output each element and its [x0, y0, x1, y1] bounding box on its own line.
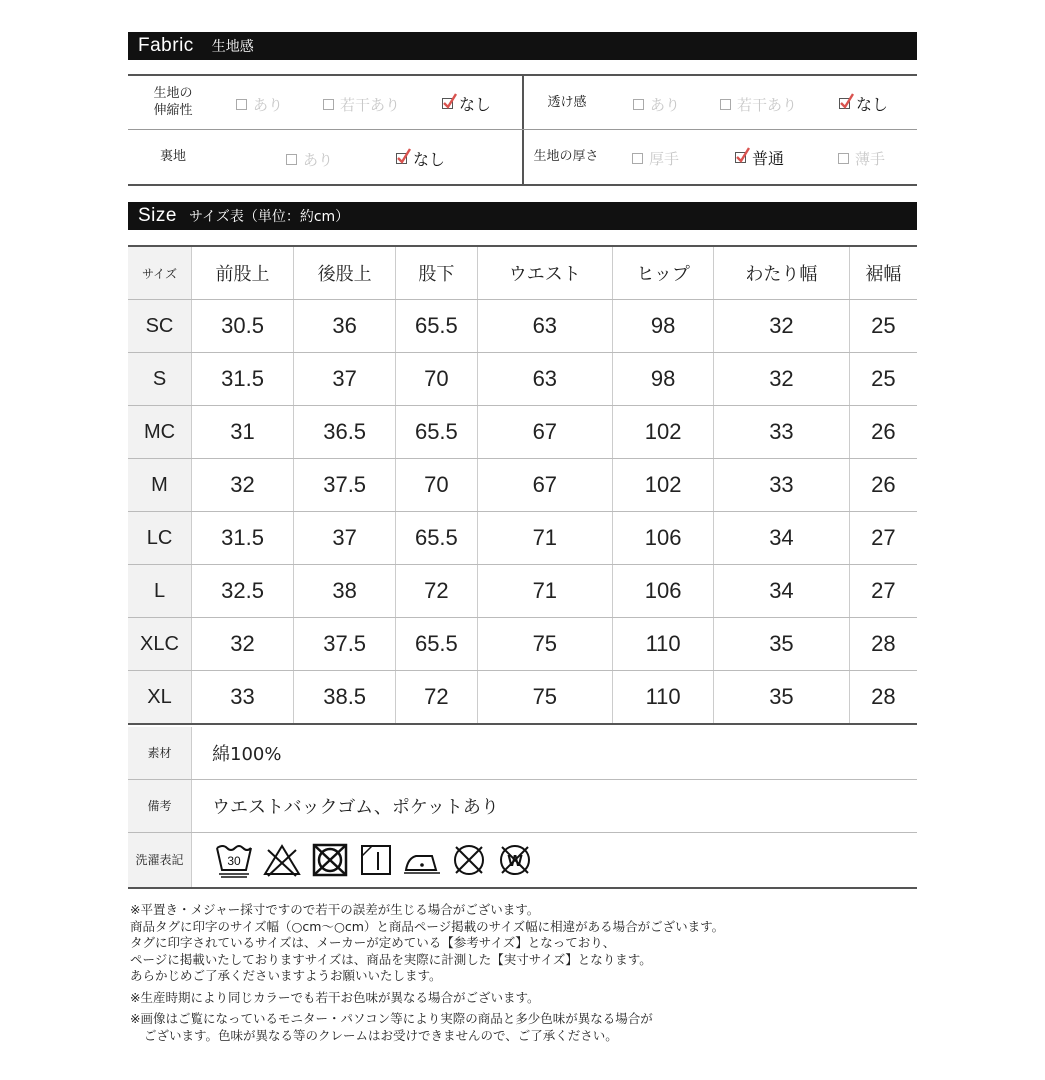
table-row [128, 512, 917, 565]
note-line: あらかじめご了承くださいますようお願いいたします。 [130, 968, 442, 983]
size-cell: XL [128, 671, 192, 725]
table-cell: 63 [477, 353, 613, 406]
checkbox-checked-icon [839, 98, 850, 109]
size-table [128, 245, 917, 725]
table-cell: 28 [849, 671, 917, 725]
thickness-option-thick[interactable]: 厚手 [632, 148, 679, 169]
fabric-title-jp: 生地感 [211, 39, 254, 55]
care-symbols [214, 842, 534, 878]
header-hem: 裾幅 [849, 246, 917, 300]
table-cell: 106 [613, 512, 714, 565]
care-label: 洗濯 表記 [128, 833, 192, 887]
remarks-row [128, 780, 917, 833]
no-wet-clean-icon [496, 842, 534, 878]
table-row [128, 300, 917, 353]
fabric-label-stretch: 生地の 伸縮性 [153, 86, 193, 118]
note-line: 商品タグに印字のサイズ幅（○cm〜○cm）と商品ページ掲載のサイズ幅に相違がある場合がございます。 [130, 918, 725, 934]
header-size: サイズ [128, 246, 192, 300]
fabric-section-header [128, 32, 917, 60]
size-section-header [128, 202, 917, 230]
table-cell: 25 [849, 300, 917, 353]
table-cell: 72 [396, 671, 477, 725]
header-thigh: わたり幅 [714, 246, 850, 300]
table-cell: 71 [477, 565, 613, 618]
table-cell: 67 [477, 406, 613, 459]
table-cell: 72 [396, 565, 477, 618]
wash-30-icon [214, 842, 254, 878]
table-cell: 31 [192, 406, 294, 459]
table-cell: 36.5 [294, 406, 396, 459]
table-cell: 102 [613, 406, 714, 459]
table-cell: 65.5 [396, 300, 477, 353]
svg-text:W: W [507, 853, 523, 870]
checkbox-icon [633, 99, 644, 110]
table-cell: 33 [714, 406, 850, 459]
product-info [128, 727, 917, 889]
table-cell: 32 [714, 353, 850, 406]
checkbox-icon [236, 99, 247, 110]
table-cell: 98 [613, 353, 714, 406]
note-line: ※生産時期により同じカラーでも若干お色味が異なる場合がございます。 [130, 989, 540, 1005]
table-cell: 35 [714, 618, 850, 671]
note-line: ※平置き・メジャー採寸ですので若干の誤差が生じる場合がございます。 [130, 902, 540, 917]
table-cell: 37.5 [294, 459, 396, 512]
table-cell: 25 [849, 353, 917, 406]
fabric-label-sheer: 透け感 [547, 95, 587, 110]
table-cell: 106 [613, 565, 714, 618]
table-cell: 27 [849, 512, 917, 565]
table-cell: 65.5 [396, 512, 477, 565]
stretch-option-none[interactable]: なし [442, 92, 491, 115]
table-row [128, 565, 917, 618]
checkbox-checked-icon [735, 152, 746, 163]
table-cell: 31.5 [192, 512, 294, 565]
table-cell: 110 [613, 618, 714, 671]
thickness-option-normal[interactable]: 普通 [735, 146, 784, 169]
table-cell: 102 [613, 459, 714, 512]
table-cell: 32 [192, 618, 294, 671]
checkbox-icon [286, 154, 297, 165]
header-inseam: 股下 [396, 246, 477, 300]
table-cell: 37 [294, 512, 396, 565]
table-row [128, 459, 917, 512]
size-cell: SC [128, 300, 192, 353]
size-cell: L [128, 565, 192, 618]
table-cell: 65.5 [396, 406, 477, 459]
size-table-header [128, 246, 917, 300]
lining-option-ari[interactable]: あり [286, 149, 333, 170]
table-cell: 65.5 [396, 618, 477, 671]
svg-text:30: 30 [227, 854, 241, 868]
size-cell: M [128, 459, 192, 512]
table-cell: 27 [849, 565, 917, 618]
remarks-label: 備考 [128, 780, 192, 832]
thickness-option-thin[interactable]: 薄手 [838, 148, 885, 169]
table-cell: 98 [613, 300, 714, 353]
table-cell: 38 [294, 565, 396, 618]
fabric-row-stretch [128, 76, 917, 130]
note-line: タグに印字されているサイズは、メーカーが定めている【参考サイズ】となっており、 [130, 935, 616, 950]
header-front-rise: 前股上 [192, 246, 294, 300]
table-row [128, 671, 917, 725]
table-cell: 32 [714, 300, 850, 353]
note-line: ※画像はご覧になっているモニター・パソコン等により実際の商品と多少色味が異なる場合が [130, 1011, 653, 1026]
size-title-en: Size [138, 205, 177, 226]
table-cell: 31.5 [192, 353, 294, 406]
table-cell: 34 [714, 565, 850, 618]
table-row [128, 406, 917, 459]
note-line: ございます。色味が異なる等のクレームはお受けできませんので、ご了承ください。 [144, 1027, 618, 1043]
table-cell: 38.5 [294, 671, 396, 725]
table-cell: 35 [714, 671, 850, 725]
care-row [128, 833, 917, 889]
size-cell: XLC [128, 618, 192, 671]
checkbox-checked-icon [396, 153, 407, 164]
table-cell: 37.5 [294, 618, 396, 671]
size-cell: LC [128, 512, 192, 565]
no-dry-clean-icon [450, 842, 488, 878]
table-cell: 75 [477, 671, 613, 725]
table-cell: 75 [477, 618, 613, 671]
material-label: 素材 [128, 727, 192, 779]
table-cell: 30.5 [192, 300, 294, 353]
table-cell: 70 [396, 459, 477, 512]
table-cell: 28 [849, 618, 917, 671]
stretch-option-ari[interactable]: あり [236, 94, 283, 115]
fabric-label-thickness: 生地の厚さ [533, 149, 599, 164]
material-row [128, 727, 917, 780]
no-bleach-icon [262, 842, 302, 878]
notes-section [130, 902, 920, 1044]
checkbox-checked-icon [442, 98, 453, 109]
table-cell: 67 [477, 459, 613, 512]
fabric-title-en: Fabric [138, 35, 194, 56]
table-cell: 32.5 [192, 565, 294, 618]
checkbox-icon [720, 99, 731, 110]
table-cell: 26 [849, 459, 917, 512]
header-waist: ウエスト [477, 246, 613, 300]
lining-option-none[interactable]: なし [396, 147, 445, 170]
header-back-rise: 後股上 [294, 246, 396, 300]
size-cell: MC [128, 406, 192, 459]
iron-low-icon [402, 842, 442, 878]
table-cell: 71 [477, 512, 613, 565]
fabric-table [128, 74, 917, 186]
no-tumble-dry-icon [310, 842, 350, 878]
header-hip: ヒップ [613, 246, 714, 300]
table-cell: 63 [477, 300, 613, 353]
remarks-value: ウエストバックゴム、ポケットあり [212, 797, 499, 818]
table-row [128, 353, 917, 406]
table-cell: 110 [613, 671, 714, 725]
fabric-label-lining: 裏地 [159, 149, 186, 164]
size-title-jp: サイズ表（単位：約cm） [188, 209, 350, 225]
sheer-option-ari[interactable]: あり [633, 94, 680, 115]
size-cell: S [128, 353, 192, 406]
table-cell: 33 [714, 459, 850, 512]
checkbox-icon [323, 99, 334, 110]
sheer-option-none[interactable]: なし [839, 92, 888, 115]
table-cell: 32 [192, 459, 294, 512]
note-line: ページに掲載いたしておりますサイズは、商品を実際に計測した【実寸サイズ】となります。 [130, 951, 652, 967]
table-cell: 37 [294, 353, 396, 406]
material-value: 綿100% [212, 744, 282, 765]
checkbox-icon [838, 153, 849, 164]
checkbox-icon [632, 153, 643, 164]
fabric-row-lining [128, 130, 917, 183]
line-dry-icon [358, 842, 394, 878]
table-row [128, 618, 917, 671]
table-cell: 70 [396, 353, 477, 406]
table-cell: 34 [714, 512, 850, 565]
table-cell: 26 [849, 406, 917, 459]
table-cell: 33 [192, 671, 294, 725]
table-cell: 36 [294, 300, 396, 353]
sheer-option-slight[interactable]: 若干あり [720, 94, 797, 115]
stretch-option-slight[interactable]: 若干あり [323, 94, 400, 115]
